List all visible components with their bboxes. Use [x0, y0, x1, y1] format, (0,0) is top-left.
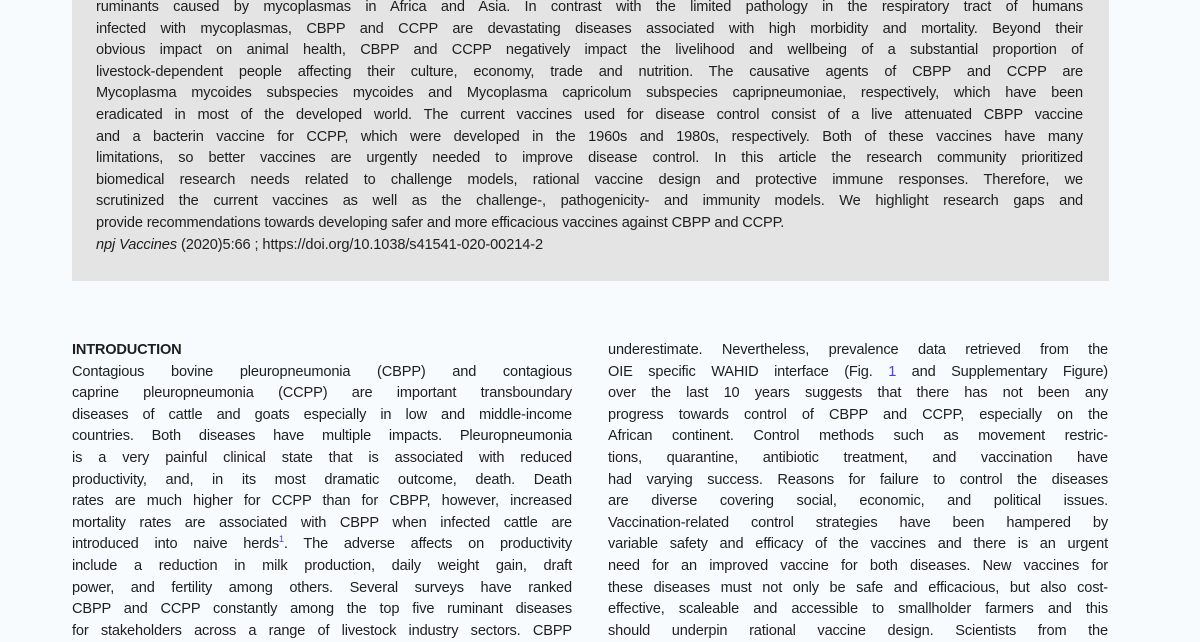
section-heading: INTRODUCTION [72, 342, 182, 358]
body-text: introduced into naive herds [72, 536, 280, 553]
body-line: countries. Both diseases have multiple impacts. Pleuropneumonia [72, 428, 572, 445]
body-line: is a very painful clinical state that is associated with reduced [72, 449, 572, 466]
body-line: productivity, and, in its most dramatic outcome, death. Death [72, 471, 572, 488]
body-line: tions, quarantine, antibiotic treatment, and vaccination have [608, 449, 1108, 466]
citation [96, 237, 543, 253]
abstract-line: obvious impact on animal health, CBPP and CCPP negatively impact the livelihood and wellbeing of a substantial proportion of [96, 42, 1083, 59]
body-line: had varying success. Reasons for failure to control the diseases [608, 471, 1108, 488]
body-line: CBPP and CCPP constantly among the top five ruminant diseases [72, 601, 572, 618]
abstract-line: provide recommendations towards developing safer and more efficacious vaccines against CBPP and CCPP. [96, 214, 785, 231]
abstract-line: infected with mycoplasmas, CBPP and CCPP are devastating diseases associated with high morbidity and mortality. Beyond their [96, 20, 1083, 37]
body-line-with-ref [608, 362, 1108, 384]
figure-link[interactable]: 1 [888, 363, 897, 380]
body-line: power, and fertility among others. Several surveys have ranked [72, 579, 572, 596]
body-text: and Supplementary Figure) [896, 363, 1109, 380]
body-line: effective, scaleable and accessible to smallholder farmers and this [608, 601, 1108, 618]
abstract-box [72, 0, 1109, 281]
reference-link[interactable]: 1 [279, 534, 284, 545]
abstract-line: limitations, so better vaccines are urgently needed to improve disease control. In this article the research community prioritized [96, 150, 1083, 167]
body-line: these diseases must not only be safe and efficacious, but also cost- [608, 579, 1108, 596]
abstract-line: biomedical research needs related to challenge models, rational vaccine design and protective immune responses. Therefore, we [96, 171, 1083, 188]
body-line: should underpin rational vaccine design. Scientists from the [608, 622, 1108, 639]
body-line-with-ref [72, 534, 572, 556]
abstract-text [96, 0, 1083, 235]
body-line: are diverse covering social, economic, and political issues. [608, 493, 1108, 510]
body-line: progress towards control of CBPP and CCPP, especially on the [608, 406, 1108, 423]
body-text: . The adverse affects on productivity [283, 536, 572, 553]
body-line: diseases of cattle and goats especially in low and middle-income [72, 406, 572, 423]
body-line: underestimate. Nevertheless, prevalence data retrieved from the [608, 342, 1108, 358]
body-line: need for an improved vaccine for both diseases. New vaccines for [608, 557, 1108, 574]
doi-link[interactable]: (2020)5:66 ; https://doi.org/10.1038/s41541-020-00214-2 [177, 237, 544, 253]
body-line: African continent. Control methods such as movement restric- [608, 428, 1108, 445]
body-text: OIE specific WAHID interface (Fig. [608, 363, 873, 380]
body-line: caprine pleuropneumonia (CCPP) are important transboundary [72, 385, 572, 402]
body-line: for stakeholders across a range of livestock industry sectors. CBPP [72, 622, 572, 639]
journal-name: npj Vaccines [96, 237, 178, 253]
abstract-line: ruminants caused by mycoplasmas in Africa and Asia. In contrast with the limited pathology in the respiratory tract of humans [96, 0, 1083, 15]
abstract-line: and a bacterin vaccine for CCPP, which were developed in the 1960s and 1980s, respectively. Both of these vaccines have many [96, 128, 1083, 145]
right-column [608, 340, 1108, 642]
abstract-line: scrutinized the current vaccines as well as the challenge-, pathogenicity- and immunity models. We highlight research gaps and [96, 193, 1083, 210]
body-line: include a reduction in milk production, daily weight gain, draft [72, 557, 572, 574]
body-line: Vaccination-related control strategies have been hampered by [608, 514, 1108, 531]
body-line: rates are much higher for CCPP than for CBPP, however, increased [72, 493, 572, 510]
body-line: variable safety and efficacy of the vaccines and there is an urgent [608, 536, 1108, 553]
body-line: Contagious bovine pleuropneumonia (CBPP) and contagious [72, 363, 572, 380]
left-column [72, 340, 572, 642]
abstract-line: Mycoplasma mycoides subspecies mycoides and Mycoplasma capricolum subspecies capripneumoniae, respectively, which have been [96, 85, 1083, 102]
abstract-line: livestock-dependent people affecting their culture, economy, trade and nutrition. The causative agents of CBPP and CCPP are [96, 63, 1083, 80]
body-line: over the last 10 years suggests that there has not been any [608, 385, 1108, 402]
abstract-line: eradicated in most of the developed world. The current vaccines used for disease control consist of a live attenuated CBPP vaccine [96, 106, 1083, 123]
body-line: mortality rates are associated with CBPP when infected cattle are [72, 514, 572, 531]
